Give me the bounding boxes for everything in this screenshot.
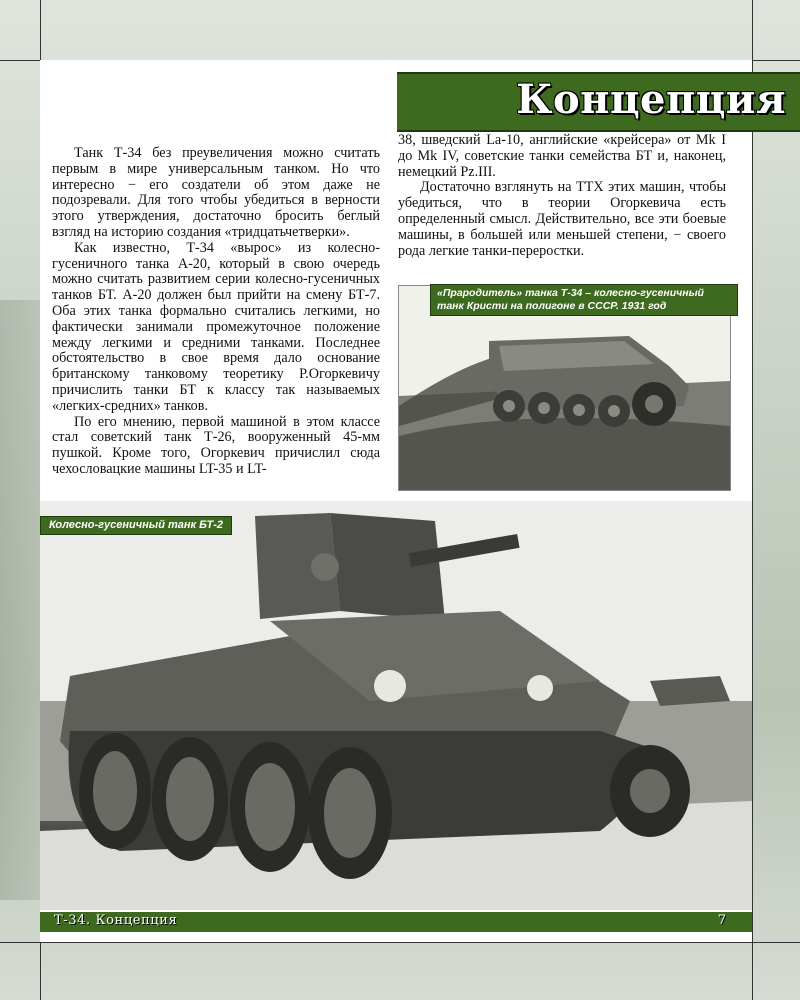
- paragraph-1: Танк Т-34 без преувеличения можно считать первым в мире универсальным танком. Но что интересно − его создатели об этом даже не подозревали. Для того чтобы убедиться в верности этого утверждения, достаточно бросить беглый взгляд на историю создания «тридцатьчетверки».: [52, 145, 380, 240]
- crop-line-right: [752, 0, 753, 1000]
- page-number: 7: [717, 913, 726, 928]
- paragraph-3: По его мнению, первой машиной в этом классе стал советский танк Т-26, вооруженный 45-мм пушкой. Кроме того, Огоркевич причислил сюда чехословацкие машины LT-35 и LT-: [52, 413, 380, 477]
- paragraph-2: Как известно, Т-34 «вырос» из колесно-гусеничного танка А-20, который в свою очередь можно считать развитием серии колесно-гусеничных танков БТ. А-20 должен был прийти на смену БТ-7. Оба этих танка формально считались легкими, но фактически занимали промежуточное положение между легкими и средними танками. Последнее обстоятельство в свое время дало основание британскому танковому теоретику Р.Огоркевичу причислить танки БТ к классу так называемых «легких-средних» танков.: [52, 239, 380, 414]
- crop-line-bottom: [0, 942, 800, 943]
- article-column-right: [398, 133, 726, 259]
- footer-section-label: Т-34. Концепция: [54, 913, 178, 928]
- christie-tank-drawing: [399, 286, 730, 490]
- paragraph-4: Достаточно взглянуть на ТТХ этих машин, чтобы убедиться, что в теории Огоркевича есть определенный смысл. Действительно, все эти боевые машины, в большей или меньшей степени, − своего рода легкие танки-переростки.: [398, 179, 726, 259]
- footer-bar: [40, 912, 752, 932]
- photo-bt2-tank: [40, 501, 752, 910]
- page-title: Концепция: [516, 76, 786, 123]
- caption-christie-tank: «Прародитель» танка Т-34 – колесно-гусеничный танк Кристи на полигоне в СССР. 1931 год: [430, 284, 738, 316]
- caption-bt2-tank: Колесно-гусеничный танк БТ-2: [40, 516, 232, 535]
- title-bar: [397, 72, 800, 132]
- paragraph-continuation: 38, шведский La-10, английские «крейсера» от Mk I до Mk IV, советские танки семейства БТ и, наконец, немецкий Pz.III.: [398, 132, 726, 180]
- bt2-tank-drawing: [40, 501, 752, 910]
- article-column-left: [52, 146, 380, 478]
